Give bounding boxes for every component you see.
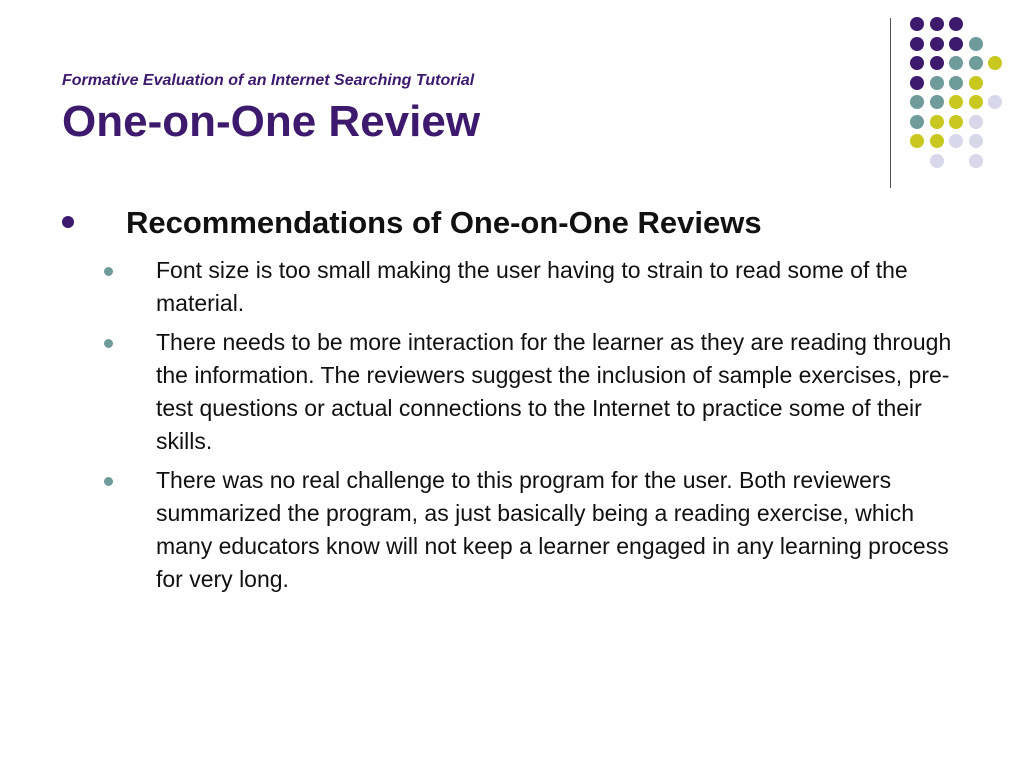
bullet-dot-icon (104, 477, 113, 486)
decorative-dot (910, 134, 924, 148)
vertical-divider (890, 18, 891, 188)
decorative-dot (949, 134, 963, 148)
decorative-dot (930, 134, 944, 148)
list-item-text: There was no real challenge to this program for the user. Both reviewers summarized the program, as just basically being a reading exercise, which many educators know will not keep a learner engaged in any learning process for very long. (156, 467, 949, 592)
decorative-dot (988, 95, 1002, 109)
decorative-dot (910, 17, 924, 31)
list-item (100, 254, 960, 320)
sub-bullet-list (100, 254, 960, 602)
decorative-dot (910, 115, 924, 129)
list-item-text: There needs to be more interaction for the learner as they are reading through the information. The reviewers suggest the inclusion of sample exercises, pre-test questions or actual connections to the Internet to practice some of their skills. (156, 329, 952, 454)
decorative-dot (910, 56, 924, 70)
bullet-dot-icon (104, 267, 113, 276)
slide-subtitle: Formative Evaluation of an Internet Searching Tutorial (62, 72, 475, 89)
main-bullet (62, 203, 962, 243)
decorative-dot (969, 95, 983, 109)
main-bullet-heading: Recommendations of One-on-One Reviews (126, 205, 762, 240)
decorative-dot (969, 154, 983, 168)
decorative-dot (930, 95, 944, 109)
decorative-dot (949, 76, 963, 90)
decorative-dot (969, 134, 983, 148)
list-item (100, 464, 960, 596)
list-item-text: Font size is too small making the user having to strain to read some of the material. (156, 257, 908, 316)
bullet-dot-icon (62, 216, 74, 228)
slide-title: One-on-One Review (62, 97, 481, 146)
decorative-dot (930, 115, 944, 129)
decorative-dot (930, 17, 944, 31)
decorative-dot (910, 95, 924, 109)
decorative-dot (930, 154, 944, 168)
decorative-dot (969, 56, 983, 70)
decorative-dot (930, 37, 944, 51)
decorative-dot (969, 115, 983, 129)
decorative-dot (930, 56, 944, 70)
decorative-dot (930, 76, 944, 90)
decorative-dot (910, 76, 924, 90)
decorative-dot (949, 95, 963, 109)
decorative-dot (949, 17, 963, 31)
decorative-dot (910, 37, 924, 51)
decorative-dot (949, 115, 963, 129)
bullet-dot-icon (104, 339, 113, 348)
list-item (100, 326, 960, 458)
decorative-dot (949, 37, 963, 51)
decorative-dot (969, 76, 983, 90)
decorative-dot (949, 56, 963, 70)
decorative-dot (969, 37, 983, 51)
decorative-dot (988, 56, 1002, 70)
